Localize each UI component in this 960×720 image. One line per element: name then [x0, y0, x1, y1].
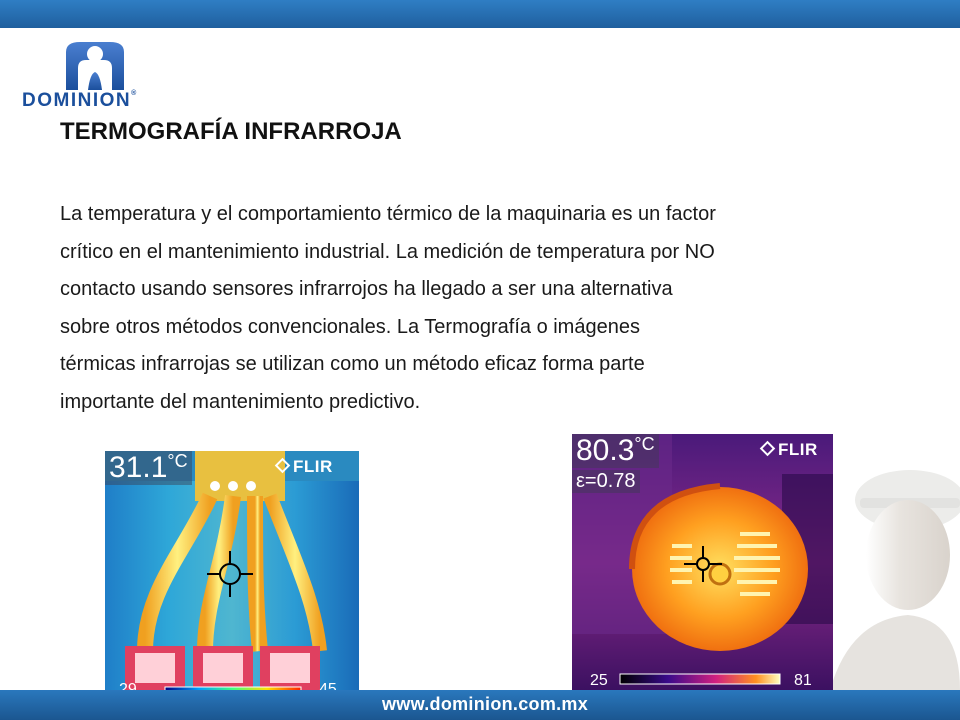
body-line: importante del mantenimiento predictivo. [60, 390, 421, 413]
thermal-image-1-graphic [105, 451, 359, 706]
dominion-logo-mark [22, 38, 182, 94]
thermal-image-motor [572, 434, 833, 692]
scale-max-label: 81 [794, 672, 812, 689]
flir-logo-icon [760, 441, 776, 457]
flir-brand-label: FLIR [277, 457, 333, 477]
flir-brand-label: FLIR [762, 440, 818, 460]
temperature-reading: 80.3°C [572, 434, 659, 468]
slide-title: TERMOGRAFÍA INFRARROJA [60, 118, 402, 145]
flir-logo-icon [275, 458, 291, 474]
emissivity-reading: ε=0.78 [572, 470, 640, 493]
body-line: contacto usando sensores infrarrojos ha llegado a ser una alternativa [60, 278, 673, 300]
temperature-reading: 31.1°C [105, 451, 192, 485]
dominion-logo [22, 38, 182, 110]
dominion-logo-text: DOMINION® [22, 90, 138, 111]
body-line: crítico en el mantenimiento industrial. La medición de temperatura por NO [60, 240, 715, 263]
body-line: La temperatura y el comportamiento térmico de la maquinaria es un factor [60, 203, 716, 225]
body-line: térmicas infrarrojas se utilizan como un método eficaz forma parte [60, 353, 645, 375]
slide-body-text [60, 196, 890, 421]
body-line: sobre otros métodos convencionales. La Termografía o imágenes [60, 315, 640, 338]
top-accent-bar [0, 0, 960, 28]
website-link[interactable]: www.dominion.com.mx [382, 694, 589, 714]
thermal-image-electrical-connections [105, 451, 359, 706]
scale-min-label: 25 [590, 672, 608, 689]
